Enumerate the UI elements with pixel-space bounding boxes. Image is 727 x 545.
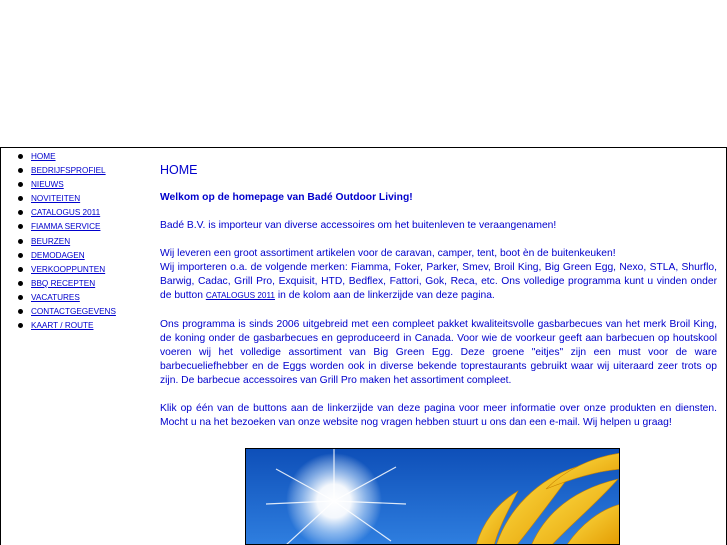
brands-text-end: in de kolom aan de linkerzijde van deze pagina. bbox=[274, 290, 495, 302]
catalogus-link[interactable]: CATALOGUS 2011 bbox=[205, 291, 275, 301]
nav-link[interactable]: HOME bbox=[31, 152, 56, 161]
nav-link[interactable]: CATALOGUS 2011 bbox=[31, 208, 101, 218]
outro-paragraph: Klik op één van de buttons aan de linkerzijde van deze pagina voor meer informatie over onze produkten en diensten. Mocht u na het bezoeken van onze website nog vragen hebben stuurt u ons dan een e-mail. Wij helpen u graag! bbox=[160, 403, 717, 429]
bullet-icon bbox=[18, 253, 23, 258]
assortment-paragraph bbox=[160, 247, 717, 303]
program-paragraph: Ons programma is sinds 2006 uitgebreid met een compleet pakket kwaliteitsvolle gasbarbecues van het merk Broil King, de koning onder de gasbarbecues en geproduceerd in Canada. Voor wie de voorkeur geeft aan barbecuen op houtskool voeren wij het volledige assortiment van Big Green Egg. Deze groene "eitjes" zijn een must voor de ware barbecueliefhebber en de Eggs worden ook in diverse bekende toprestaurants gebruikt waar wij uiteraard zeer trots op zijn. De barbecue accessoires van Grill Pro maken het assortiment compleet. bbox=[160, 318, 717, 386]
bullet-icon bbox=[18, 182, 23, 187]
bullet-icon bbox=[18, 154, 23, 159]
nav-link[interactable]: DEMODAGEN bbox=[31, 250, 85, 260]
bullet-icon bbox=[18, 210, 23, 215]
nav-link[interactable]: NOVITEITEN bbox=[31, 194, 81, 204]
intro-paragraph: Badé B.V. is importeur van diverse accessoires om het buitenleven te veraangenamen! bbox=[160, 220, 557, 232]
nav-link[interactable]: FIAMMA SERVICE bbox=[31, 222, 101, 232]
bullet-icon bbox=[18, 224, 23, 229]
page-title: HOME bbox=[160, 163, 198, 177]
main-content bbox=[160, 162, 717, 430]
nav-link[interactable]: NIEUWS bbox=[31, 180, 64, 190]
nav-link[interactable]: BEURZEN bbox=[31, 236, 71, 246]
welcome-heading: Welkom op de homepage van Badé Outdoor Living! bbox=[160, 192, 413, 203]
nav-link[interactable]: CONTACTGEGEVENS bbox=[31, 307, 116, 317]
nav-link[interactable]: BBQ RECEPTEN bbox=[31, 278, 96, 288]
nav-item-demodagen[interactable] bbox=[17, 249, 157, 263]
bullet-icon bbox=[18, 309, 23, 314]
bullet-icon bbox=[18, 168, 23, 173]
bullet-icon bbox=[18, 239, 23, 244]
sunflower-photo-image bbox=[246, 449, 620, 545]
bullet-icon bbox=[18, 267, 23, 272]
bullet-icon bbox=[18, 196, 23, 201]
nav-link[interactable]: BEDRIJFSPROFIEL bbox=[31, 166, 106, 176]
nav-item-kaart-route[interactable] bbox=[17, 319, 157, 333]
nav-item-beurzen[interactable] bbox=[17, 235, 157, 249]
bullet-icon bbox=[18, 281, 23, 286]
nav-item-fiamma-service[interactable] bbox=[17, 220, 157, 234]
assortment-line: Wij leveren een groot assortiment artikelen voor de caravan, camper, tent, boot èn de buitenkeuken! bbox=[160, 248, 616, 260]
nav-item-noviteiten[interactable] bbox=[17, 192, 157, 206]
nav-item-bedrijfsprofiel[interactable] bbox=[17, 164, 157, 178]
nav-item-bbq-recepten[interactable] bbox=[17, 277, 157, 291]
nav-link[interactable]: KAART / ROUTE bbox=[31, 321, 94, 331]
brands-text: Wij importeren o.a. de volgende merken: Fiamma, Foker, Parker, Smev, Broil King, Big Green Egg, Nexo, STLA, Shurflo, Barwig, Cadac, Grill Pro, Exquisit, HTD, Bedflex, Fattori, Gok, Reca, etc. Ons volledige programma kunt u vinden onder de button bbox=[160, 262, 717, 302]
nav-item-contactgegevens[interactable] bbox=[17, 305, 157, 319]
nav-link[interactable]: VERKOOPPUNTEN bbox=[31, 264, 106, 274]
nav-item-catalogus[interactable] bbox=[17, 206, 157, 220]
sidebar-nav bbox=[17, 150, 157, 333]
nav-link[interactable]: VACATURES bbox=[31, 292, 80, 302]
nav-item-vacatures[interactable] bbox=[17, 291, 157, 305]
sunflower-photo bbox=[245, 448, 620, 545]
nav-item-verkooppunten[interactable] bbox=[17, 263, 157, 277]
bullet-icon bbox=[18, 295, 23, 300]
nav-item-nieuws[interactable] bbox=[17, 178, 157, 192]
bullet-icon bbox=[18, 323, 23, 328]
nav-item-home[interactable] bbox=[17, 150, 157, 164]
